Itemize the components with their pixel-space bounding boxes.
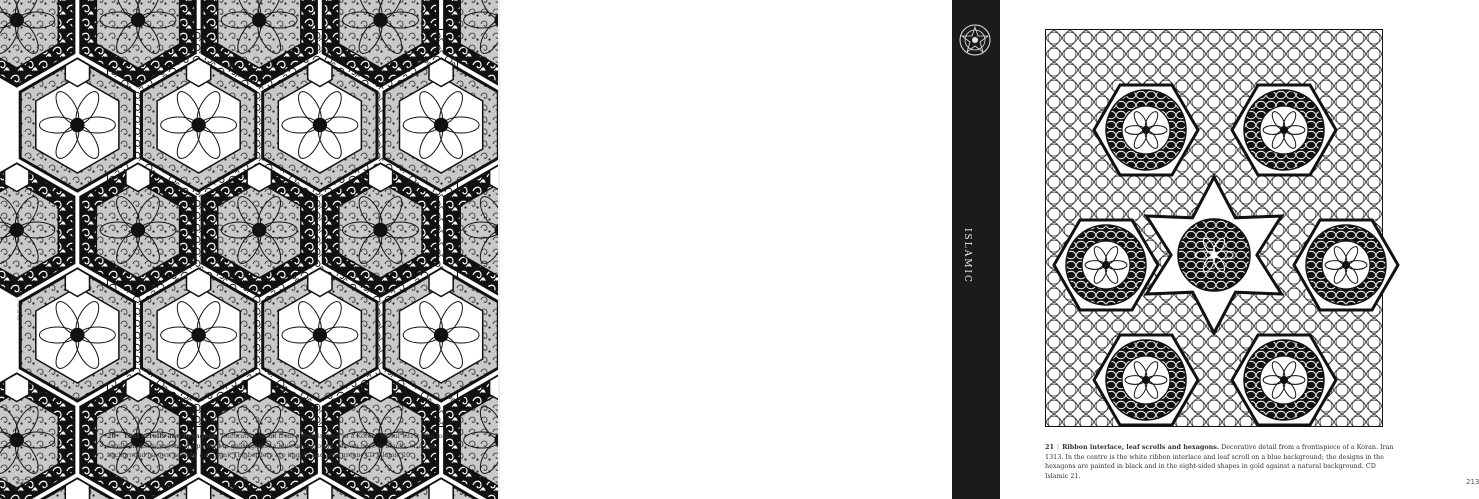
link-hexagon <box>308 479 332 499</box>
rosette-center <box>1280 126 1288 134</box>
rosette-center <box>70 118 84 132</box>
page-number-left: 212 <box>16 478 30 486</box>
rosette-center <box>313 328 327 342</box>
plate-title: Leaf scrolls and hexagons. <box>124 432 219 440</box>
rosette-center <box>1342 261 1350 269</box>
right-page <box>500 0 1479 499</box>
link-hexagon <box>247 164 271 192</box>
link-hexagon <box>126 164 150 192</box>
plate-description: Decorative detail from a frontispiece of a Koran. Iran 1313. In the centre is the white ribbon interlace and leaf scroll on a blue background; the designs in the hexagons are painted in black and in the eight-sided shapes in gold against a natural background. CD Islamic 21. <box>1045 443 1394 480</box>
link-hexagon <box>368 164 392 192</box>
rosette-center <box>1280 376 1288 384</box>
rosette-center <box>313 118 327 132</box>
plate-20-caption: 20 | Leaf scrolls and hexagons. Decorative detail from a frontispiece of a Koran. Mosul 1310. The leaf scrolls in the hexagons are painted in gold against a blue background (shown here in black), or a red background (shown here by a screen). The borders are in gold and pale green. CD Islamic 20. <box>107 432 449 460</box>
rosette-center <box>10 13 24 27</box>
rosette-emblem-icon <box>957 22 993 58</box>
rosette-center <box>191 118 205 132</box>
section-label: ISLAMIC <box>962 228 972 284</box>
rosette-center <box>191 328 205 342</box>
rosette-center <box>434 118 448 132</box>
plate-20-illustration <box>107 29 458 427</box>
link-hexagon <box>187 269 211 297</box>
link-hexagon <box>5 374 29 402</box>
plate-title: Ribbon interlace, leaf scrolls and hexagons. <box>1062 443 1220 451</box>
rosette-center <box>373 13 387 27</box>
page-number-right: 213 <box>1466 478 1479 486</box>
rosette-center <box>1142 126 1150 134</box>
running-series-title: DESIGNS <box>16 277 24 321</box>
plate-number: 20 <box>107 432 116 440</box>
plate-21-caption: 21 | Ribbon interlace, leaf scrolls and hexagons. Decorative detail from a frontispiece of a Koran. Iran 1313. In the centre is the white ribbon interlace and leaf scroll on a blue background; the designs in the hexagons are painted in black and in the eight-sided shapes in gold against a natural background. CD Islamic 21. <box>1045 443 1394 480</box>
section-side-band <box>952 0 1000 499</box>
link-hexagon <box>308 269 332 297</box>
rosette-center <box>1142 376 1150 384</box>
rosette-center <box>10 433 24 447</box>
link-hexagon <box>187 59 211 87</box>
link-hexagon <box>429 269 453 297</box>
link-hexagon <box>65 59 89 87</box>
link-hexagon <box>187 479 211 499</box>
link-hexagon <box>429 59 453 87</box>
left-page <box>0 0 500 499</box>
rosette-center <box>131 223 145 237</box>
rosette-center <box>373 223 387 237</box>
rosette-center <box>70 328 84 342</box>
rosette-center <box>131 13 145 27</box>
link-hexagon <box>308 59 332 87</box>
link-hexagon <box>65 479 89 499</box>
plate-21-illustration <box>1045 29 1383 427</box>
rosette-center <box>252 223 266 237</box>
rosette-center <box>1210 251 1217 258</box>
rosette-center <box>252 13 266 27</box>
link-hexagon <box>429 479 453 499</box>
rosette-center <box>1102 261 1110 269</box>
plate-number: 21 <box>1045 443 1054 451</box>
link-hexagon <box>5 164 29 192</box>
plate-description: Decorative detail from a frontispiece of a Koran. Mosul 1310. The leaf scrolls in the hexagons are painted in gold against a blue background (shown here in black), or a red background (shown here by a screen). The borders are in gold and pale green. CD Islamic 20. <box>107 432 449 460</box>
link-hexagon <box>368 374 392 402</box>
link-hexagon <box>65 269 89 297</box>
link-hexagon <box>247 374 271 402</box>
rosette-center <box>434 328 448 342</box>
link-hexagon <box>126 374 150 402</box>
rosette-center <box>10 223 24 237</box>
